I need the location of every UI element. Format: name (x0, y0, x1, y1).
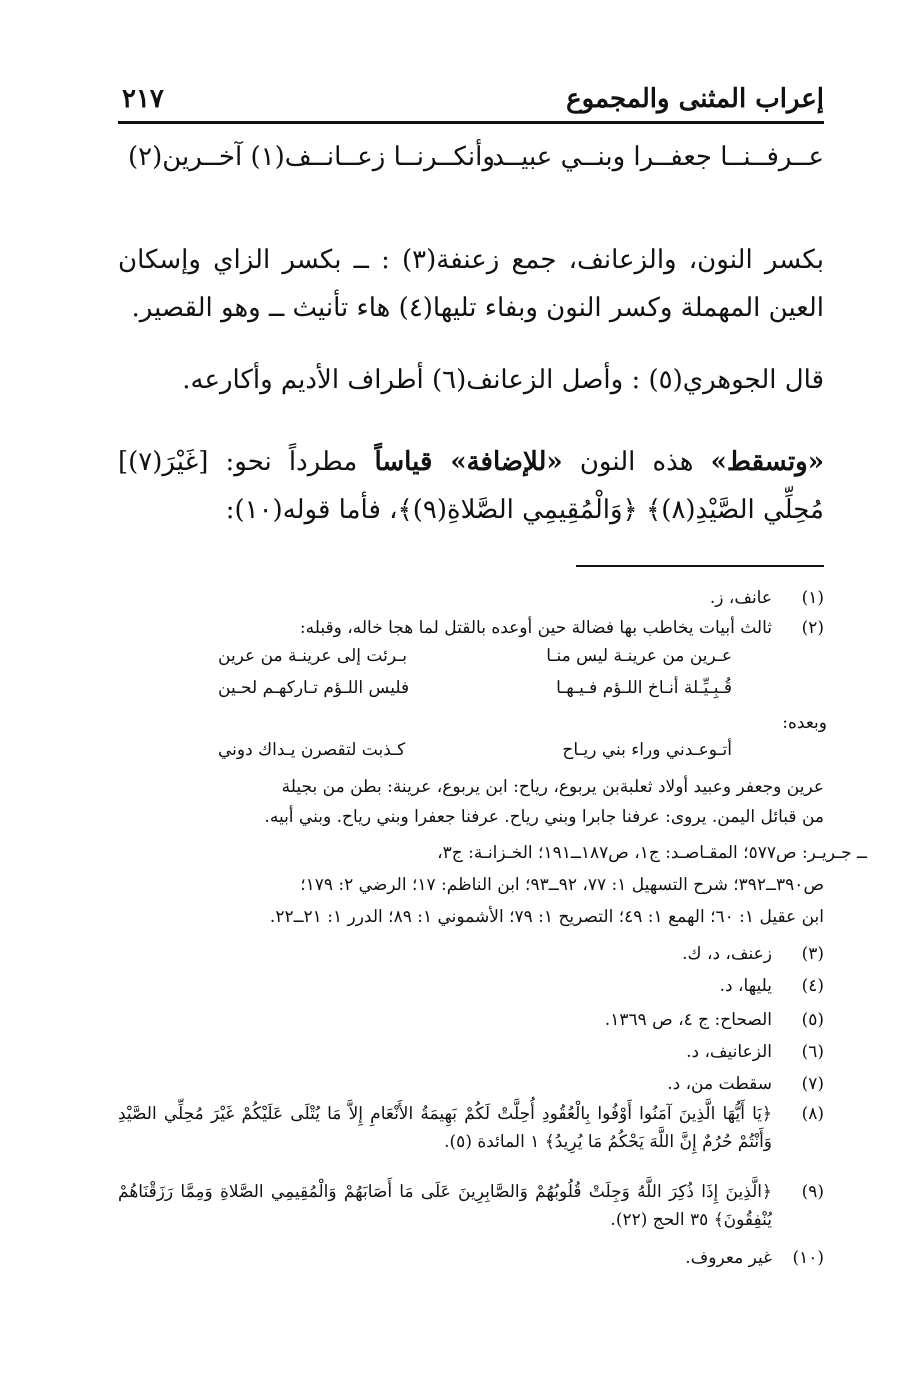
footnote-text: يليها، د. (719, 976, 772, 996)
poem-hemistich: كـذبت لتقصرن يـداك دوني (218, 740, 406, 760)
footnote-4 (118, 972, 824, 1000)
footnote-text: الزعانيف، د. (686, 1042, 772, 1062)
footnote-7 (118, 1070, 824, 1098)
footnote-6 (118, 1038, 824, 1066)
poem-after-label: وبعده: (782, 713, 827, 733)
footnote-text: زعنف، د، ك. (682, 944, 772, 964)
footnote-number: (٩) (801, 1182, 824, 1202)
poem-hemistich: فليس اللـؤم تـاركهـم لحـين (218, 678, 410, 698)
keyword-tasqut: «وتسقط» (710, 447, 824, 477)
paragraph-zaanif: بكسر النون، والزعانف، جمع زعنفة(٣) : ــ بكسر الزاي وإسكان العين المهملة وكسر النون وبفاء تليها(٤) هاء تأنيث ــ وهو القصير. (118, 245, 825, 323)
footnote-text: سقطت من، د. (667, 1074, 772, 1094)
running-title: إعراب المثنى والمجموع (566, 84, 824, 114)
footnote-text: الصحاح: ج ٤، ص ١٣٦٩. (604, 1010, 772, 1030)
paragraph-idafa-text-a: هذه النون (562, 447, 711, 477)
footnote-number: (٢) (801, 618, 824, 638)
header-rule (118, 121, 824, 124)
footnote-number: (٣) (801, 944, 824, 964)
footnote-8 (118, 1100, 824, 1160)
footnote-2-sources: ــ جـريـر: ص٥٧٧؛ المقـاصـد: ج١، ص١٨٧ــ١٩١؛ الخـزانـة: ج٣، (437, 843, 867, 863)
footnote-poem-line (118, 646, 824, 676)
footnote-number: (٥) (801, 1010, 824, 1030)
footnote-number: (١٠) (792, 1248, 824, 1268)
keyword-idafa: «للإضافة» (450, 447, 563, 477)
paragraph-idafa-text-b: مطرداً نحو: [غَيْرَ(٧)] مُحِلِّي الصَّيْدِ(٨)﴾ ﴿وَالْمُقِيمِي الصَّلاةِ(٩)﴾، فأما قوله(١٠): (118, 447, 824, 525)
keyword-qiyasan: قياساً (374, 447, 451, 477)
footnote-2-continuation: عرين وجعفر وعبيد أولاد ثعلبةبن يربوع، رياح: ابن يربوع، عرينة: بطن من بجيلة (281, 777, 824, 797)
footnote-2-sources: ابن عقيل ١: ٦٠؛ الهمع ١: ٤٩؛ التصريح ١: ٧٩؛ الأشموني ١: ٨٩؛ الدرر ١: ٢١ــ٢٢. (269, 907, 824, 927)
footnote-10 (118, 1244, 824, 1272)
poem-hemistich: عـرين من عرينـة ليس منـا (546, 646, 732, 666)
footnote-text: عانف، ز. (709, 588, 772, 608)
footnote-poem-line (118, 678, 824, 708)
verse-hemistich-second: وأنكــرنــا زعــانــف(١) آخــرين(٢) (128, 142, 495, 172)
verse-hemistich-first: عــرفــنــا جعفــرا وبنــي عبيــد (492, 142, 824, 172)
footnote-text: غير معروف. (685, 1248, 772, 1268)
footnote-2-continuation: من قبائل اليمن. يروى: عرفنا جابرا وبني رياح. عرفنا جعفرا وبني رياح. وبني أبيه. (264, 807, 824, 827)
footnote-9 (118, 1178, 824, 1238)
poem-hemistich: بـرئت إلى عرينـة من عرين (218, 646, 407, 666)
footnote-2 (118, 614, 824, 642)
poem-hemistich: قُـبِـيِّـلة أنـاخ اللـؤم فـيـهـا (556, 678, 732, 698)
footnote-text-quran: ﴿الَّذِينَ إِذَا ذُكِرَ اللَّهُ وَجِلَتْ قُلُوبُهُمْ وَالصَّابِرِينَ عَلَى مَا أَصَابَهُمْ وَالْمُقِيمِي الصَّلاةِ وَمِمَّا رَزَقْنَاهُمْ يُنْفِقُونَ﴾ ٣٥ الحج (٢٢). (118, 1182, 772, 1230)
paragraph-jawhari: قال الجوهري(٥) : وأصل الزعانف(٦) أطراف الأديم وأكارعه. (182, 365, 824, 395)
footnote-5 (118, 1006, 824, 1034)
footnote-1 (118, 584, 824, 612)
poem-hemistich: أتـوعـدني وراء بني ريـاح (562, 740, 732, 760)
footnote-rule (576, 565, 824, 567)
paragraph-idafa (118, 438, 824, 534)
footnote-number: (٤) (801, 976, 824, 996)
footnote-2-sources: ص٣٩٠ــ٣٩٢؛ شرح التسهيل ١: ٧٧، ٩٢ــ٩٣؛ ابن الناظم: ١٧؛ الرضي ٢: ١٧٩؛ (300, 875, 824, 895)
footnote-number: (٦) (801, 1042, 824, 1062)
page-header (118, 80, 824, 122)
footnote-number: (٨) (801, 1104, 824, 1124)
footnote-3 (118, 940, 824, 968)
footnote-text-quran: ﴿يَا أَيُّهَا الَّذِينَ آمَنُوا أَوْفُوا بِالْعُقُودِ أُحِلَّتْ لَكُمْ بَهِيمَةُ الأَنْعَامِ إِلاَّ مَا يُتْلَى عَلَيْكُمْ غَيْرَ مُحِلِّي الصَّيْدِ وَأَنْتُمْ حُرُمٌ إِنَّ اللَّهَ يَحْكُمُ مَا يُرِيدُ﴾ ١ المائدة (٥). (118, 1104, 772, 1152)
footnote-number: (٧) (801, 1074, 824, 1094)
footnote-poem-line (118, 740, 824, 770)
page-number: ٢١٧ (122, 84, 164, 114)
footnote-number: (١) (801, 588, 824, 608)
footnote-text: ثالث أبيات يخاطب بها فضالة حين أوعده بالقتل لما هجا خاله، وقبله: (299, 618, 772, 638)
poetry-verse (118, 142, 824, 186)
